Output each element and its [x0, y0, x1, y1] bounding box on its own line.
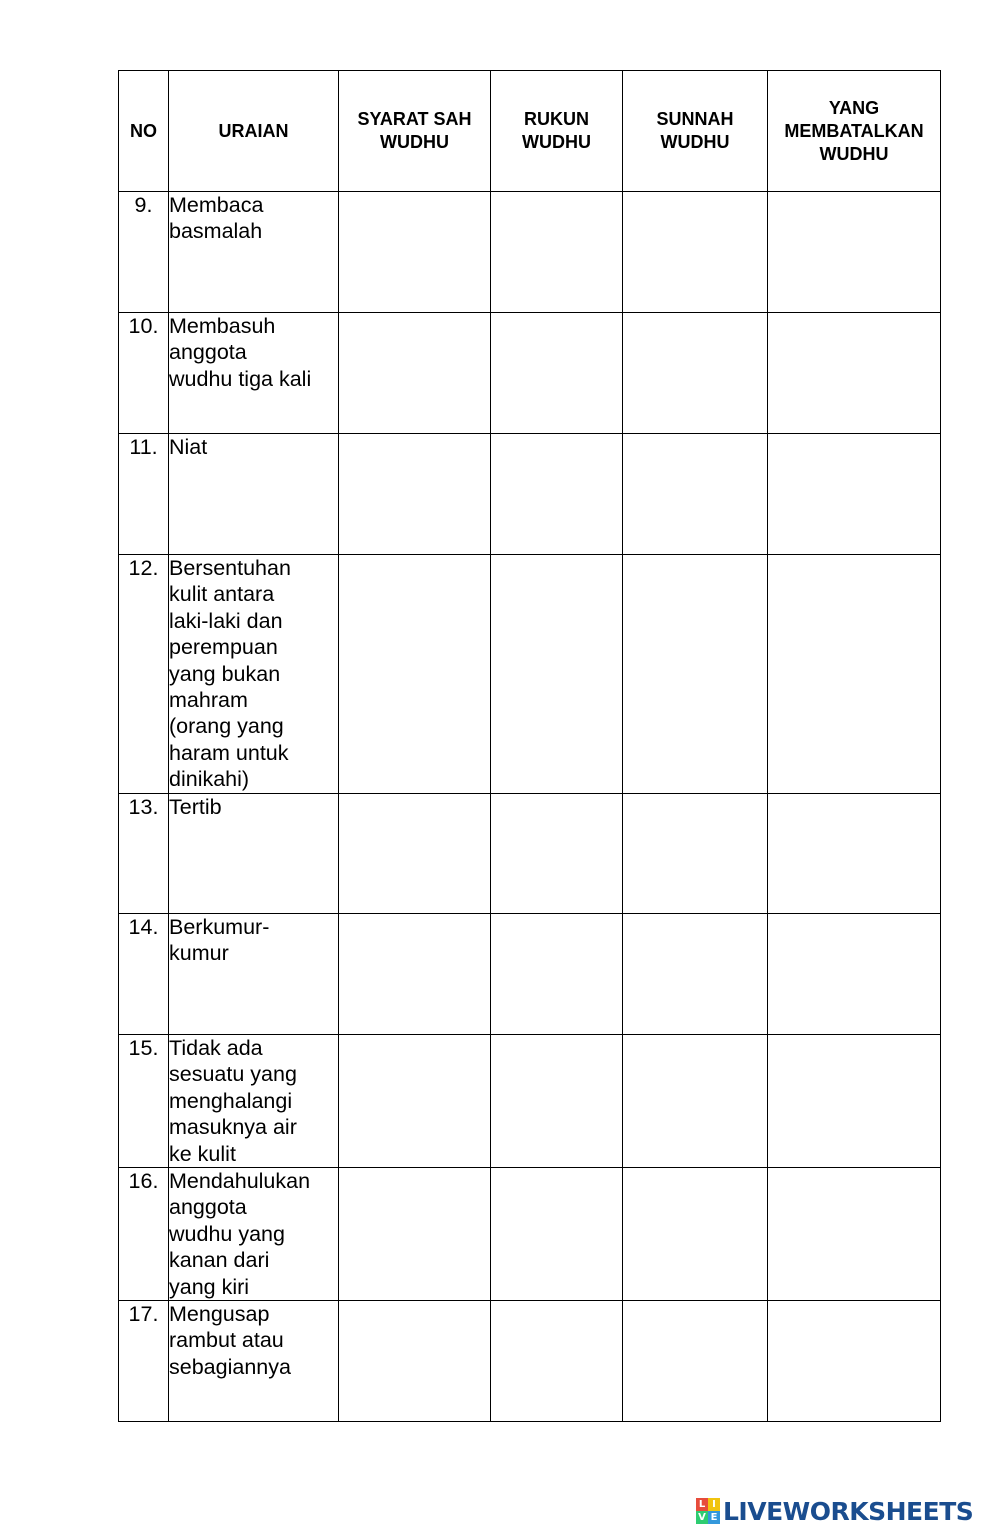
uraian-line: masuknya air: [169, 1115, 297, 1140]
uraian-line: perempuan: [169, 635, 278, 660]
answer-cell-membatalkan[interactable]: [768, 192, 941, 313]
row-number: 16.: [119, 1168, 169, 1301]
answer-cell-syarat-sah[interactable]: [339, 914, 491, 1035]
answer-cell-sunnah[interactable]: [623, 1168, 768, 1301]
header-line: MEMBATALKAN: [784, 120, 924, 141]
header-line: RUKUN: [524, 109, 589, 129]
header-row: [119, 71, 941, 192]
table-row: [119, 555, 941, 794]
answer-cell-sunnah[interactable]: [623, 1301, 768, 1422]
uraian-line: menghalangi: [169, 1088, 293, 1113]
answer-cell-rukun[interactable]: [491, 313, 623, 434]
answer-cell-membatalkan[interactable]: [768, 1301, 941, 1422]
row-number: 17.: [119, 1301, 169, 1422]
row-number: 9.: [119, 192, 169, 313]
table-row: [119, 192, 941, 313]
row-number: 15.: [119, 1035, 169, 1168]
answer-cell-syarat-sah[interactable]: [339, 794, 491, 914]
uraian-line: laki-laki dan: [169, 608, 283, 633]
uraian-line: anggota: [169, 340, 247, 365]
uraian-line: Mendahulukan: [169, 1169, 311, 1194]
answer-cell-sunnah[interactable]: [623, 914, 768, 1035]
uraian-line: Membasuh: [169, 314, 276, 338]
uraian-line: Niat: [169, 435, 208, 459]
uraian-line: yang bukan: [169, 661, 281, 686]
uraian-line: rambut atau: [169, 1328, 284, 1353]
uraian-line: kanan dari: [169, 1248, 270, 1273]
header-line: SYARAT SAH: [357, 109, 472, 129]
row-uraian: [169, 313, 339, 434]
header-uraian: URAIAN: [169, 71, 339, 192]
table-row: [119, 914, 941, 1035]
answer-cell-rukun[interactable]: [491, 1301, 623, 1422]
row-uraian: [169, 1301, 339, 1422]
answer-cell-syarat-sah[interactable]: [339, 555, 491, 794]
table-row: [119, 313, 941, 434]
uraian-line: Berkumur-: [169, 915, 270, 939]
uraian-line: haram untuk: [169, 740, 289, 765]
answer-cell-syarat-sah[interactable]: [339, 313, 491, 434]
table-row: [119, 794, 941, 914]
header-sunnah-wudhu: [623, 71, 768, 192]
uraian-line: Mengusap: [169, 1302, 270, 1327]
answer-cell-rukun[interactable]: [491, 1168, 623, 1301]
row-uraian: [169, 1035, 339, 1168]
answer-cell-syarat-sah[interactable]: [339, 1035, 491, 1168]
row-number: 11.: [119, 434, 169, 555]
header-rukun-wudhu: [491, 71, 623, 192]
answer-cell-membatalkan[interactable]: [768, 555, 941, 794]
row-number: 13.: [119, 794, 169, 914]
header-syarat-sah-wudhu: [339, 71, 491, 192]
liveworksheets-logo: [696, 1496, 973, 1526]
table-row: [119, 1301, 941, 1422]
logo-letter-tile: L: [696, 1498, 708, 1511]
uraian-line: basmalah: [169, 219, 263, 244]
answer-cell-syarat-sah[interactable]: [339, 434, 491, 555]
answer-cell-membatalkan[interactable]: [768, 1035, 941, 1168]
uraian-line: (orang yang: [169, 714, 284, 739]
row-uraian: [169, 914, 339, 1035]
uraian-line: sebagiannya: [169, 1354, 291, 1379]
table-row: [119, 1035, 941, 1168]
header-no: NO: [119, 71, 169, 192]
header-line: SUNNAH: [656, 109, 734, 129]
uraian-line: Membaca: [169, 193, 264, 217]
uraian-line: kulit antara: [169, 582, 275, 607]
header-line: WUDHU: [819, 143, 889, 164]
answer-cell-sunnah[interactable]: [623, 555, 768, 794]
uraian-line: yang kiri: [169, 1274, 250, 1299]
logo-letter-tile: E: [708, 1511, 720, 1524]
uraian-line: kumur: [169, 941, 229, 966]
answer-cell-sunnah[interactable]: [623, 794, 768, 914]
row-uraian: [169, 434, 339, 555]
header-line: WUDHU: [522, 132, 591, 152]
answer-cell-rukun[interactable]: [491, 434, 623, 555]
answer-cell-membatalkan[interactable]: [768, 434, 941, 555]
header-line: WUDHU: [660, 132, 730, 152]
uraian-line: wudhu tiga kali: [169, 366, 312, 391]
answer-cell-rukun[interactable]: [491, 1035, 623, 1168]
uraian-line: wudhu yang: [169, 1221, 285, 1246]
header-line: WUDHU: [380, 132, 449, 152]
answer-cell-membatalkan[interactable]: [768, 914, 941, 1035]
table-row: [119, 434, 941, 555]
answer-cell-syarat-sah[interactable]: [339, 192, 491, 313]
answer-cell-sunnah[interactable]: [623, 313, 768, 434]
table-row: [119, 1168, 941, 1301]
brand-text: LIVEWORKSHEETS: [723, 1496, 974, 1526]
answer-cell-membatalkan[interactable]: [768, 794, 941, 914]
uraian-line: dinikahi): [169, 767, 250, 792]
uraian-line: mahram: [169, 688, 248, 713]
answer-cell-sunnah[interactable]: [623, 192, 768, 313]
uraian-line: Bersentuhan: [169, 556, 291, 580]
row-number: 14.: [119, 914, 169, 1035]
row-number: 12.: [119, 555, 169, 794]
answer-cell-syarat-sah[interactable]: [339, 1301, 491, 1422]
liveworksheets-logo-icon: [696, 1498, 720, 1524]
uraian-line: anggota: [169, 1195, 247, 1220]
answer-cell-rukun[interactable]: [491, 914, 623, 1035]
uraian-line: ke kulit: [169, 1141, 236, 1166]
answer-cell-membatalkan[interactable]: [768, 313, 941, 434]
table-body: [119, 192, 941, 1422]
header-yang-membatalkan-wudhu: [768, 71, 941, 192]
header-line: YANG: [828, 97, 880, 118]
worksheet-table: [118, 70, 941, 1422]
uraian-line: sesuatu yang: [169, 1062, 297, 1087]
logo-letter-tile: V: [696, 1511, 708, 1524]
row-uraian: [169, 794, 339, 914]
uraian-line: Tidak ada: [169, 1036, 263, 1060]
row-uraian: [169, 555, 339, 794]
answer-cell-rukun[interactable]: [491, 555, 623, 794]
answer-cell-membatalkan[interactable]: [768, 1168, 941, 1301]
logo-letter-tile: I: [708, 1498, 720, 1511]
row-uraian: [169, 1168, 339, 1301]
answer-cell-rukun[interactable]: [491, 794, 623, 914]
answer-cell-sunnah[interactable]: [623, 434, 768, 555]
answer-cell-syarat-sah[interactable]: [339, 1168, 491, 1301]
answer-cell-sunnah[interactable]: [623, 1035, 768, 1168]
row-number: 10.: [119, 313, 169, 434]
row-uraian: [169, 192, 339, 313]
answer-cell-rukun[interactable]: [491, 192, 623, 313]
uraian-line: Tertib: [169, 795, 222, 819]
